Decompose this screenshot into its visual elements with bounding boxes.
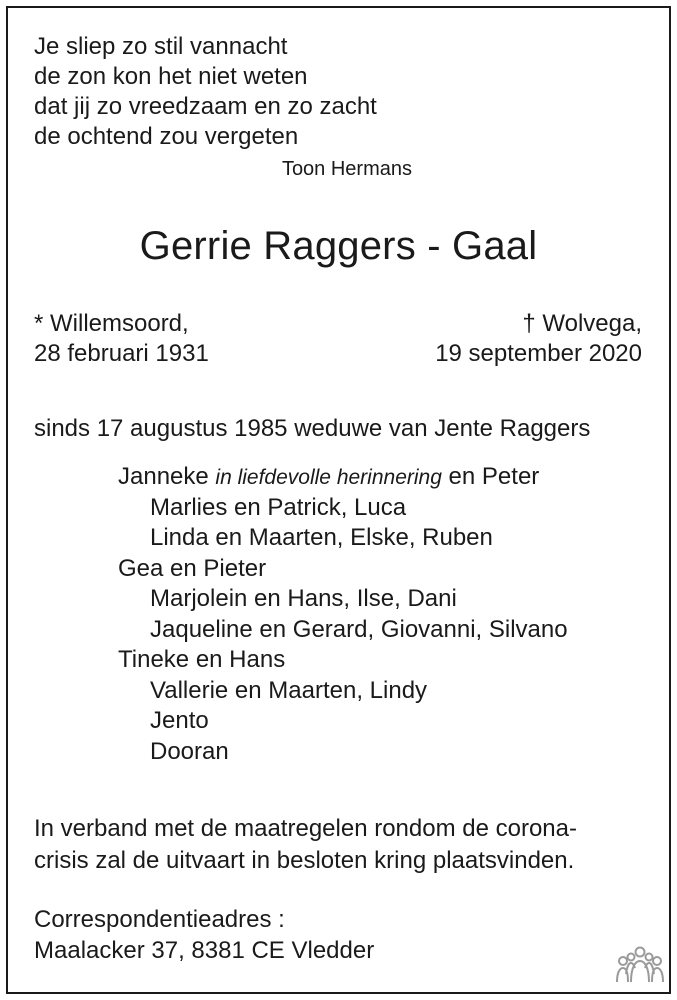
birth-place: * Willemsoord, xyxy=(34,310,189,337)
correspondence-label: Correspondentieadres : xyxy=(34,906,285,933)
funeral-notice-line-2: crisis zal de uitvaart in besloten kring plaatsvinden. xyxy=(34,847,575,874)
family-member-1 xyxy=(118,462,539,494)
family-member-2: Gea en Pieter xyxy=(118,555,267,582)
family-member-3: Tineke en Hans xyxy=(118,646,286,673)
family-member-3-child-2: Jento xyxy=(150,707,209,734)
deceased-name: Gerrie Raggers - Gaal xyxy=(139,224,538,268)
family-member-1-child-2: Linda en Maarten, Elske, Ruben xyxy=(150,524,493,551)
death-date: 19 september 2020 xyxy=(435,340,642,367)
widow-line: sinds 17 augustus 1985 weduwe van Jente Raggers xyxy=(34,415,591,442)
family-member-3-child-1: Vallerie en Maarten, Lindy xyxy=(150,677,428,704)
family-1-name: Janneke xyxy=(118,463,216,490)
correspondence-address: Maalacker 37, 8381 CE Vledder xyxy=(34,937,375,964)
family-member-1-child-1: Marlies en Patrick, Luca xyxy=(150,494,407,521)
birth-date: 28 februari 1931 xyxy=(34,340,209,367)
funeral-notice-line-1: In verband met de maatregelen rondom de corona- xyxy=(34,815,577,842)
poem-line-3: dat jij zo vreedzaam en zo zacht xyxy=(34,93,377,120)
family-member-2-child-2: Jaqueline en Gerard, Giovanni, Silvano xyxy=(150,616,568,643)
poem-line-4: de ochtend zou vergeten xyxy=(34,123,299,150)
family-1-partner: en Peter xyxy=(441,463,540,490)
poem-line-2: de zon kon het niet weten xyxy=(34,63,308,90)
poem-author: Toon Hermans xyxy=(281,158,412,180)
death-place: † Wolvega, xyxy=(522,310,642,337)
family-member-2-child-1: Marjolein en Hans, Ilse, Dani xyxy=(150,585,457,612)
family-1-remembrance: in liefdevolle herinnering xyxy=(215,466,442,489)
poem-line-1: Je sliep zo stil vannacht xyxy=(34,33,288,60)
family-member-3-child-3: Dooran xyxy=(150,738,229,765)
people-group-icon xyxy=(614,944,666,988)
